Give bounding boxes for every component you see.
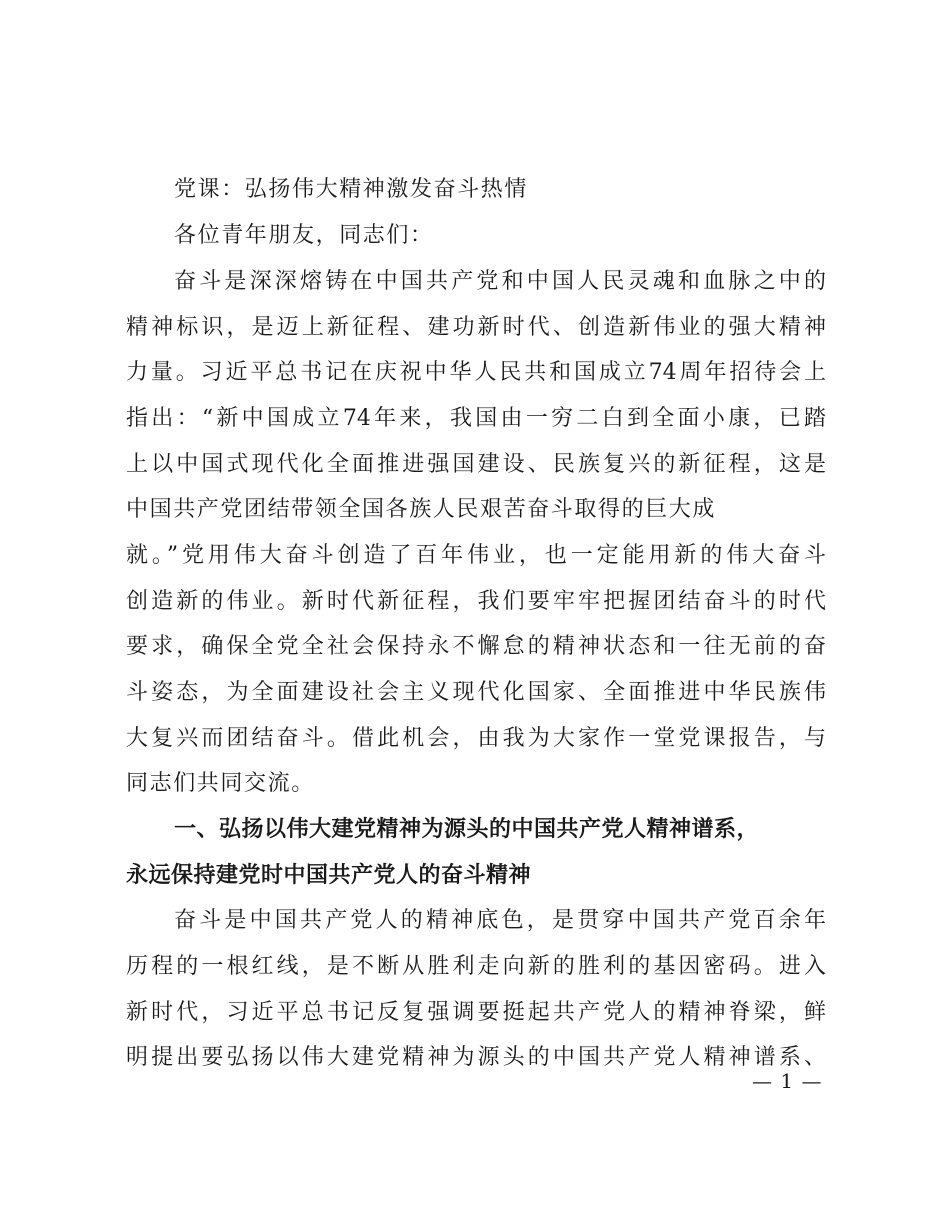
paragraph-line: 力量。习近平总书记在庆祝中华人民共和国成立74周年招待会上 [126, 360, 826, 385]
paragraph-line: 要求，确保全党全社会保持永不懈怠的精神状态和一往无前的奋 [126, 634, 826, 659]
section-heading-line: 一、弘扬以伟大建党精神为源头的中国共产党人精神谱系， [174, 817, 760, 842]
salutation: 各位青年朋友，同志们： [174, 223, 434, 248]
paragraph-line: 就。”党用伟大奋斗创造了百年伟业，也一定能用新的伟大奋斗 [126, 543, 826, 568]
paragraph-line: 新时代，习近平总书记反复强调要挺起共产党人的精神脊梁，鲜 [126, 1000, 826, 1025]
section-heading-line: 永远保持建党时中国共产党人的奋斗精神 [126, 863, 532, 888]
paragraph-line: 上以中国式现代化全面推进强国建设、民族复兴的新征程，这是 [126, 452, 826, 477]
page-number: — 1 — [752, 1069, 823, 1093]
paragraph-line: 奋斗是中国共产党人的精神底色，是贯穿中国共产党百余年 [174, 908, 826, 933]
paragraph-line: 明提出要弘扬以伟大建党精神为源头的中国共产党人精神谱系、 [126, 1045, 826, 1070]
paragraph-line: 精神标识，是迈上新征程、建功新时代、创造新伟业的强大精神 [126, 315, 826, 340]
paragraph-line: 奋斗是深深熔铸在中国共产党和中国人民灵魂和血脉之中的 [174, 269, 826, 294]
document-title: 党课：弘扬伟大精神激发奋斗热情 [174, 177, 529, 202]
paragraph-line: 同志们共同交流。 [126, 771, 315, 796]
paragraph-line: 斗姿态，为全面建设社会主义现代化国家、全面推进中华民族伟 [126, 680, 826, 705]
paragraph-line: 创造新的伟业。新时代新征程，我们要牢牢把握团结奋斗的时代 [126, 589, 826, 614]
paragraph-line: 中国共产党团结带领全国各族人民艰苦奋斗取得的巨大成 [126, 497, 717, 522]
paragraph-line: 指出：“新中国成立74年来，我国由一穷二白到全面小康，已踏 [126, 406, 826, 431]
paragraph-line: 历程的一根红线，是不断从胜利走向新的胜利的基因密码。进入 [126, 954, 826, 979]
paragraph-line: 大复兴而团结奋斗。借此机会，由我为大家作一堂党课报告，与 [126, 726, 826, 751]
